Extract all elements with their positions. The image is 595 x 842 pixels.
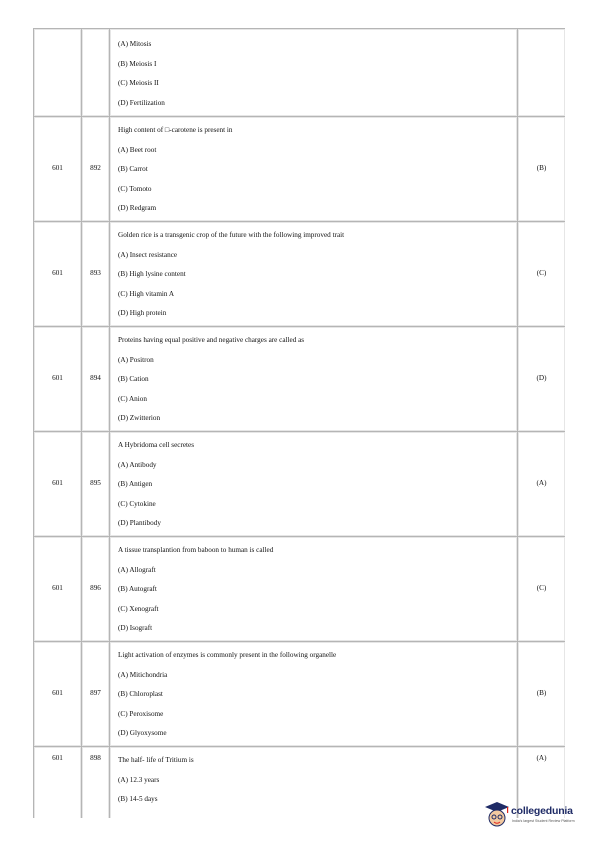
table-row	[34, 642, 566, 747]
table-row	[34, 327, 566, 432]
subject-code	[34, 29, 82, 117]
question-number: 893	[82, 222, 110, 327]
question-cell	[110, 537, 518, 642]
question-number: 892	[82, 117, 110, 222]
question-cell	[110, 642, 518, 747]
option-c: (C) Meiosis II	[118, 79, 159, 87]
option-d: (D) Isograft	[118, 624, 153, 632]
subject-code: 601	[34, 537, 82, 642]
question-number: 896	[82, 537, 110, 642]
subject-code: 601	[34, 432, 82, 537]
option-c: (C) Anion	[118, 394, 147, 403]
option-a: (A) 12.3 years	[118, 775, 160, 784]
logo-tagline: India's largest Student Review Platform	[512, 819, 575, 823]
question-cell	[110, 222, 518, 327]
question-cell	[110, 432, 518, 537]
option-d: (D) High protein	[118, 309, 167, 317]
option-a: (A) Antibody	[118, 460, 157, 469]
question-text: The half- life of Tritium is	[118, 756, 194, 764]
question-cell	[110, 747, 518, 819]
option-d: (D) Plantibody	[118, 519, 161, 527]
logo-wordmark: collegedunia	[511, 805, 573, 817]
subject-code: 601	[34, 327, 82, 432]
answer: (C)	[518, 537, 566, 642]
option-a: (A) Mitosis	[118, 40, 152, 48]
subject-code: 601	[34, 642, 82, 747]
option-a: (A) Mitichondria	[118, 670, 168, 679]
option-d: (D) Zwitterion	[118, 414, 161, 422]
option-b: (B) 14-5 days	[118, 795, 158, 803]
option-c: (C) Xenograft	[118, 604, 159, 613]
question-text: Proteins having equal positive and negative charges are called as	[118, 336, 305, 344]
option-b: (B) Autograft	[118, 585, 157, 593]
graduate-mascot-icon	[484, 801, 510, 829]
option-b: (B) Chloroplast	[118, 690, 163, 698]
question-number: 895	[82, 432, 110, 537]
option-d: (D) Glyoxysome	[118, 729, 167, 737]
option-b: (B) High lysine content	[118, 270, 186, 278]
table-row	[34, 432, 566, 537]
option-d: (D) Fertilization	[118, 98, 165, 107]
option-c: (C) Tomoto	[118, 184, 152, 193]
option-a: (A) Insect resistance	[118, 250, 178, 259]
collegedunia-logo	[484, 801, 588, 833]
option-d: (D) Redgram	[118, 204, 157, 212]
answer: (B)	[518, 117, 566, 222]
question-text: A tissue transplantion from baboon to human is called	[118, 546, 274, 554]
question-table	[33, 28, 565, 818]
question-text: High content of □-carotene is present in	[118, 126, 233, 134]
question-text: A Hybridoma cell secretes	[118, 441, 195, 449]
answer: (A)	[518, 432, 566, 537]
question-number	[82, 29, 110, 117]
question-text: Light activation of enzymes is commonly present in the following organelle	[118, 651, 337, 659]
subject-code: 601	[34, 747, 82, 819]
question-cell	[110, 327, 518, 432]
question-number: 894	[82, 327, 110, 432]
option-a: (A) Allograft	[118, 565, 156, 574]
question-cell	[110, 29, 518, 117]
answer	[518, 29, 566, 117]
subject-code: 601	[34, 117, 82, 222]
option-c: (C) High vitamin A	[118, 289, 175, 298]
question-cell	[110, 117, 518, 222]
table-row	[34, 117, 566, 222]
subject-code: 601	[34, 222, 82, 327]
question-number: 897	[82, 642, 110, 747]
option-b: (B) Antigen	[118, 480, 153, 488]
question-number: 898	[82, 747, 110, 819]
option-a: (A) Beet root	[118, 145, 157, 154]
option-a: (A) Positron	[118, 355, 154, 364]
table-row	[34, 29, 566, 117]
answer: (C)	[518, 222, 566, 327]
question-sheet	[33, 28, 565, 818]
option-b: (B) Cation	[118, 375, 149, 383]
answer: (A)	[518, 747, 566, 819]
table-row	[34, 537, 566, 642]
answer: (D)	[518, 327, 566, 432]
answer: (B)	[518, 642, 566, 747]
table-row	[34, 222, 566, 327]
option-c: (C) Cytokine	[118, 499, 156, 508]
option-c: (C) Peroxisome	[118, 709, 164, 718]
option-b: (B) Carrot	[118, 165, 148, 173]
option-b: (B) Meiosis I	[118, 59, 157, 68]
question-text: Golden rice is a transgenic crop of the future with the following improved trait	[118, 231, 345, 239]
